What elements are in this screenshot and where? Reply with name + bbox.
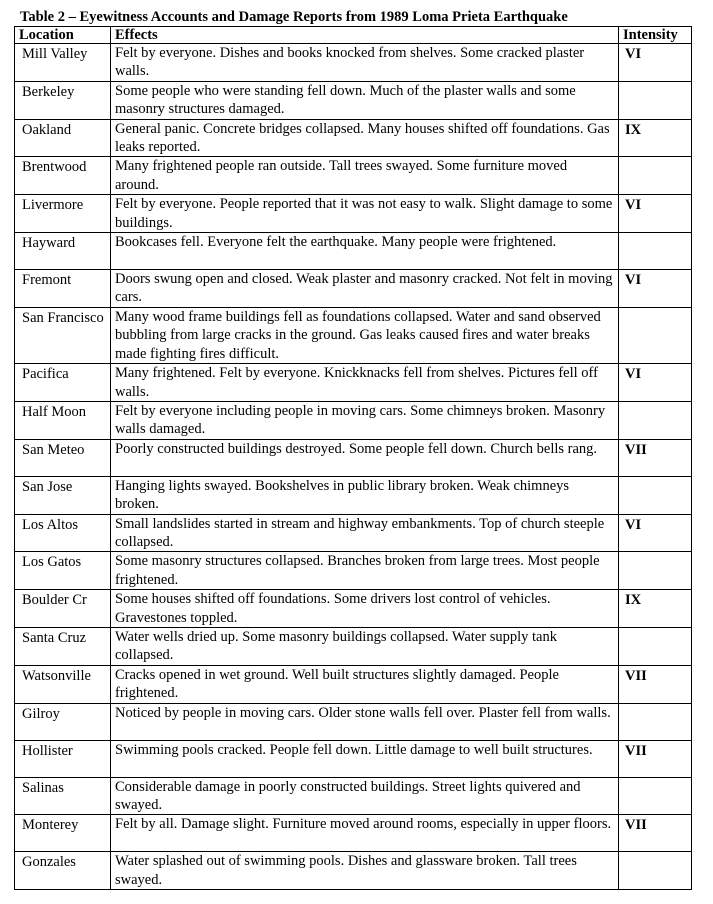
location-cell: Monterey	[15, 815, 111, 852]
location-cell: San Jose	[15, 476, 111, 514]
intensity-cell	[619, 157, 692, 195]
intensity-cell: VII	[619, 439, 692, 476]
table-row	[15, 195, 692, 233]
effects-cell: Felt by everyone including people in moving cars. Some chimneys broken. Masonry walls damaged.	[111, 401, 619, 439]
intensity-cell: VI	[619, 364, 692, 402]
header-row	[15, 27, 692, 44]
location-cell: San Francisco	[15, 307, 111, 363]
location-cell: Salinas	[15, 777, 111, 815]
intensity-cell	[619, 552, 692, 590]
intensity-cell	[619, 233, 692, 270]
location-cell: Berkeley	[15, 81, 111, 119]
location-cell: Oakland	[15, 119, 111, 157]
table-row	[15, 439, 692, 476]
table-row	[15, 627, 692, 665]
intensity-cell: VI	[619, 195, 692, 233]
effects-cell: Felt by all. Damage slight. Furniture moved around rooms, especially in upper floors.	[111, 815, 619, 852]
effects-cell: Water wells dried up. Some masonry buildings collapsed. Water supply tank collapsed.	[111, 627, 619, 665]
effects-cell: Felt by everyone. People reported that it was not easy to walk. Slight damage to some buildings.	[111, 195, 619, 233]
intensity-cell	[619, 476, 692, 514]
intensity-cell: VII	[619, 665, 692, 703]
intensity-cell: VII	[619, 740, 692, 777]
table-row	[15, 552, 692, 590]
intensity-cell	[619, 307, 692, 363]
intensity-cell	[619, 703, 692, 740]
location-cell: Hayward	[15, 233, 111, 270]
effects-cell: Some people who were standing fell down. Much of the plaster walls and some masonry structures damaged.	[111, 81, 619, 119]
table-row	[15, 307, 692, 363]
effects-cell: Some houses shifted off foundations. Some drivers lost control of vehicles. Gravestones toppled.	[111, 590, 619, 628]
effects-cell: Considerable damage in poorly constructed buildings. Street lights quivered and swayed.	[111, 777, 619, 815]
location-cell: Santa Cruz	[15, 627, 111, 665]
effects-cell: Cracks opened in wet ground. Well built structures slightly damaged. People frightened.	[111, 665, 619, 703]
effects-cell: Many wood frame buildings fell as foundations collapsed. Water and sand observed bubbling from large cracks in the ground. Gas leaks caused fires and water breaks made fighting fires difficult.	[111, 307, 619, 363]
location-cell: Watsonville	[15, 665, 111, 703]
intensity-cell	[619, 401, 692, 439]
table-row	[15, 401, 692, 439]
location-cell: Gilroy	[15, 703, 111, 740]
location-cell: Los Altos	[15, 514, 111, 552]
location-cell: Brentwood	[15, 157, 111, 195]
effects-cell: Water splashed out of swimming pools. Dishes and glassware broken. Tall trees swayed.	[111, 852, 619, 890]
effects-cell: Swimming pools cracked. People fell down. Little damage to well built structures.	[111, 740, 619, 777]
eyewitness-table	[14, 26, 692, 890]
table-row	[15, 777, 692, 815]
location-cell: Hollister	[15, 740, 111, 777]
table-row	[15, 852, 692, 890]
effects-cell: Small landslides started in stream and highway embankments. Top of church steeple collapsed.	[111, 514, 619, 552]
effects-cell: Some masonry structures collapsed. Branches broken from large trees. Most people frightened.	[111, 552, 619, 590]
location-cell: Gonzales	[15, 852, 111, 890]
table-row	[15, 703, 692, 740]
effects-cell: Noticed by people in moving cars. Older stone walls fell over. Plaster fell from walls.	[111, 703, 619, 740]
table-row	[15, 740, 692, 777]
table-row	[15, 81, 692, 119]
effects-cell: General panic. Concrete bridges collapsed. Many houses shifted off foundations. Gas leaks reported.	[111, 119, 619, 157]
location-cell: Half Moon	[15, 401, 111, 439]
intensity-cell: IX	[619, 119, 692, 157]
intensity-cell	[619, 81, 692, 119]
table-row	[15, 157, 692, 195]
effects-cell: Hanging lights swayed. Bookshelves in public library broken. Weak chimneys broken.	[111, 476, 619, 514]
intensity-cell	[619, 627, 692, 665]
effects-cell: Poorly constructed buildings destroyed. Some people fell down. Church bells rang.	[111, 439, 619, 476]
effects-cell: Many frightened people ran outside. Tall trees swayed. Some furniture moved around.	[111, 157, 619, 195]
location-cell: San Meteo	[15, 439, 111, 476]
table-row	[15, 119, 692, 157]
location-cell: Fremont	[15, 270, 111, 308]
location-cell: Livermore	[15, 195, 111, 233]
effects-cell: Many frightened. Felt by everyone. Knickknacks fell from shelves. Pictures fell off walls.	[111, 364, 619, 402]
table-row	[15, 815, 692, 852]
intensity-cell: VI	[619, 514, 692, 552]
location-cell: Pacifica	[15, 364, 111, 402]
table-row	[15, 476, 692, 514]
table-row	[15, 665, 692, 703]
effects-cell: Felt by everyone. Dishes and books knocked from shelves. Some cracked plaster walls.	[111, 44, 619, 82]
intensity-cell	[619, 777, 692, 815]
table-row	[15, 233, 692, 270]
table-row	[15, 270, 692, 308]
location-cell: Los Gatos	[15, 552, 111, 590]
intensity-cell: VI	[619, 270, 692, 308]
header-effects: Effects	[111, 27, 619, 44]
header-intensity: Intensity	[619, 27, 692, 44]
table-row	[15, 590, 692, 628]
location-cell: Mill Valley	[15, 44, 111, 82]
table-caption: Table 2 – Eyewitness Accounts and Damage Reports from 1989 Loma Prieta Earthquake	[20, 9, 568, 25]
table-row	[15, 364, 692, 402]
table-row	[15, 514, 692, 552]
intensity-cell	[619, 852, 692, 890]
intensity-cell: IX	[619, 590, 692, 628]
location-cell: Boulder Cr	[15, 590, 111, 628]
header-location: Location	[15, 27, 111, 44]
table-row	[15, 44, 692, 82]
intensity-cell: VII	[619, 815, 692, 852]
intensity-cell: VI	[619, 44, 692, 82]
effects-cell: Doors swung open and closed. Weak plaster and masonry cracked. Not felt in moving cars.	[111, 270, 619, 308]
effects-cell: Bookcases fell. Everyone felt the earthquake. Many people were frightened.	[111, 233, 619, 270]
